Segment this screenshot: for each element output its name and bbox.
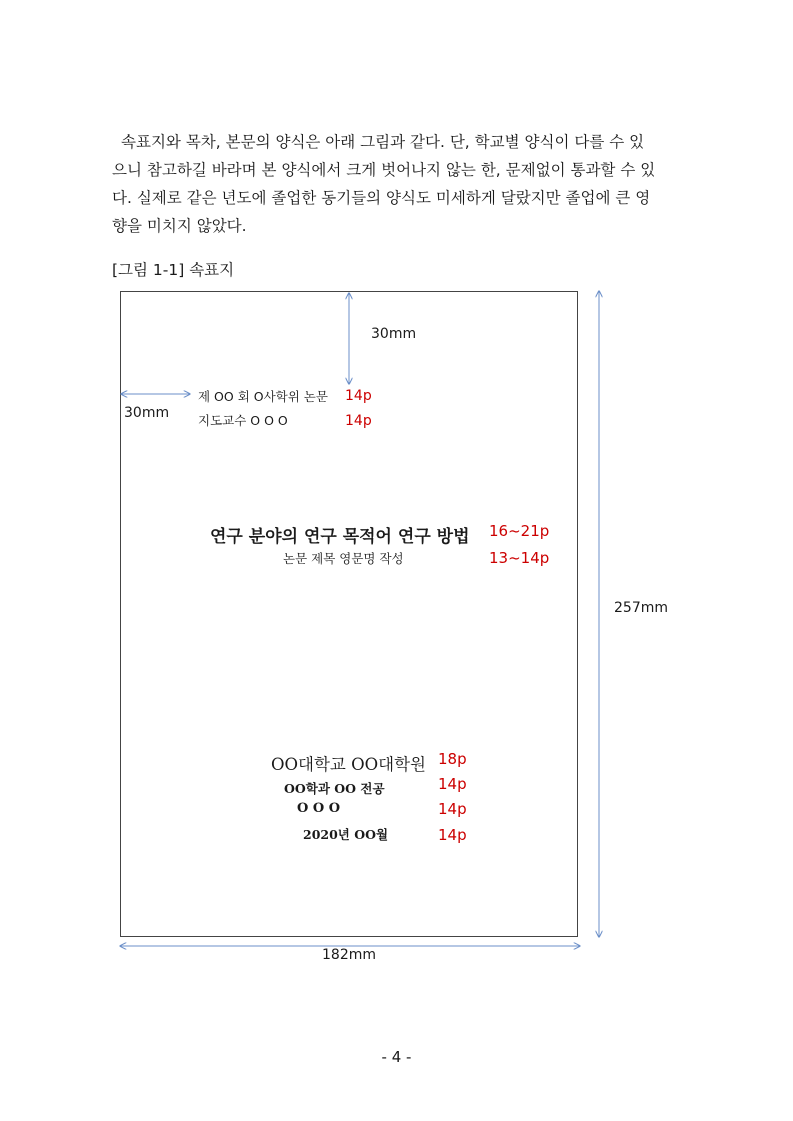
intro-line-1: 속표지와 목차, 본문의 양식은 아래 그림과 같다. 단, 학교별 양식이 다를 수 있: [121, 133, 645, 151]
date-size: 14p: [438, 826, 467, 844]
height-label: 257mm: [614, 600, 668, 616]
width-label: 182mm: [322, 947, 376, 963]
cover-author: O O O: [297, 801, 341, 816]
intro-line-2: 으니 참고하길 바라며 본 양식에서 크게 벗어나지 않는 한, 문제없이 통과할 수 있: [112, 161, 656, 179]
subtitle-size: 13~14p: [489, 549, 550, 567]
university-size: 18p: [438, 750, 467, 768]
cover-department: OO학과 OO 전공: [284, 781, 385, 796]
intro-line-3: 다. 실제로 같은 년도에 졸업한 동기들의 양식도 미세하게 달랐지만 졸업에 큰 영: [112, 189, 651, 207]
cover-subtitle: 논문 제목 영문명 작성: [283, 551, 404, 566]
cover-advisor: 지도교수 O O O: [198, 413, 288, 428]
cover-date: 2020년 OO월: [303, 827, 389, 842]
department-size: 14p: [438, 775, 467, 793]
advisor-size: 14p: [345, 413, 372, 429]
cover-thesis-number: 제 OO 회 O사학위 논문: [198, 389, 328, 404]
cover-university: OO대학교 OO대학원: [271, 755, 426, 774]
title-size: 16~21p: [489, 522, 550, 540]
top-margin-label: 30mm: [371, 326, 417, 342]
figure-caption: [그림 1-1] 속표지: [112, 261, 235, 279]
cover-title: 연구 분야의 연구 목적어 연구 방법: [210, 527, 470, 547]
left-margin-label: 30mm: [124, 405, 170, 421]
author-size: 14p: [438, 800, 467, 818]
page-number: - 4 -: [381, 1048, 412, 1066]
intro-line-4: 향을 미치지 않았다.: [112, 217, 247, 235]
thesis-number-size: 14p: [345, 388, 372, 404]
